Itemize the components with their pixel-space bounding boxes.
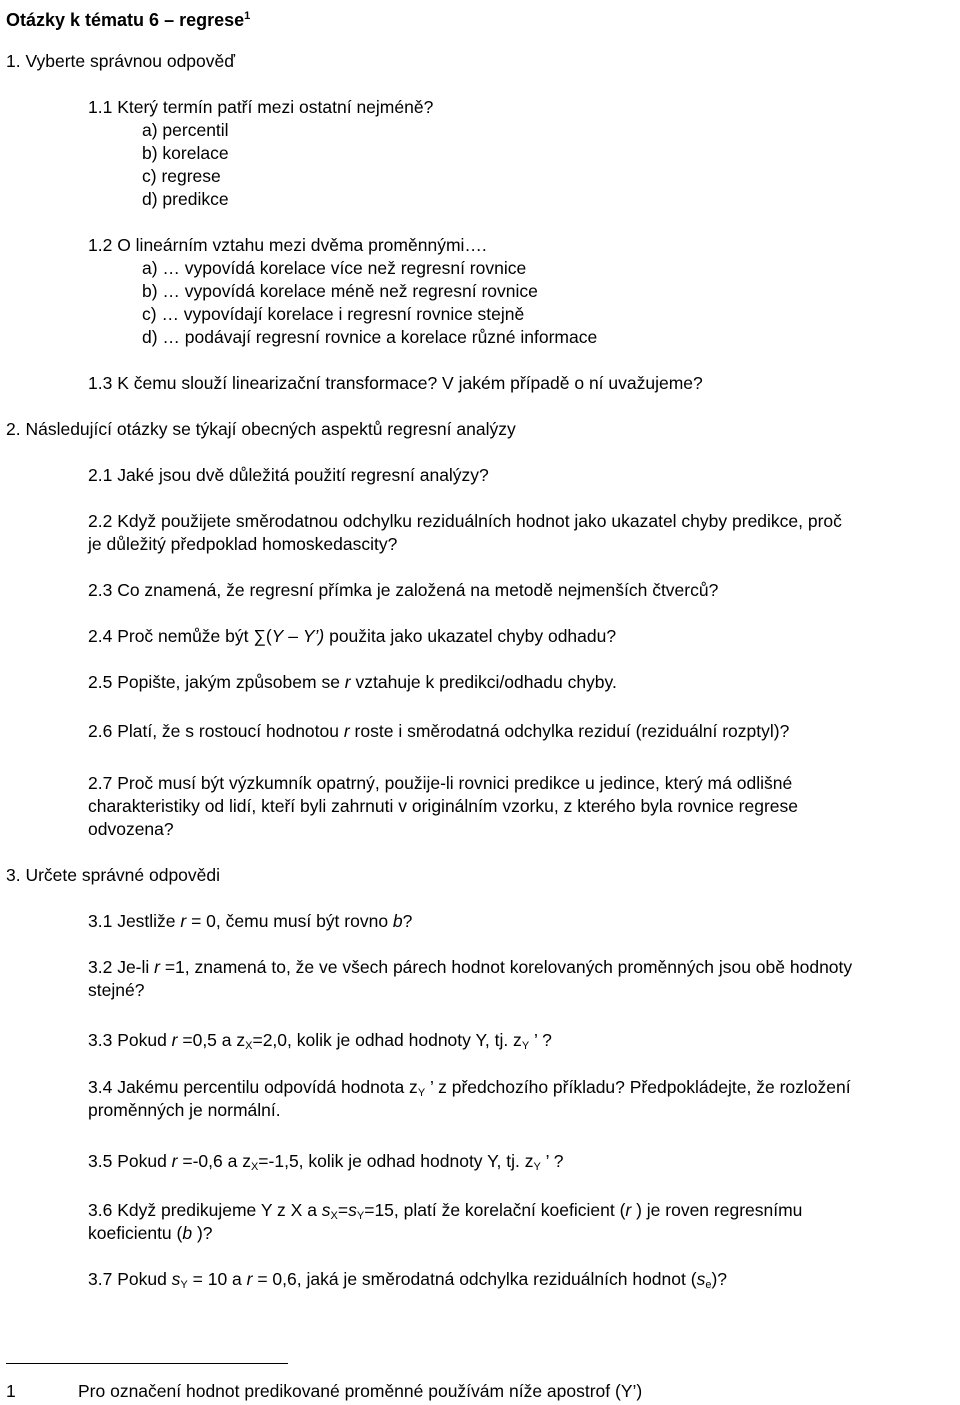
- section-3-heading: 3. Určete správné odpovědi: [6, 865, 221, 885]
- question-2-2-line1: 2.2 Když použijete směrodatnou odchylku reziduálních hodnot jako ukazatel chyby predikce, proč: [88, 511, 842, 531]
- question-2-7-line3: odvozena?: [88, 819, 174, 839]
- option-1-2-c: c) … vypovídají korelace i regresní rovnice stejně: [142, 304, 525, 324]
- question-3-6-line1: 3.6 Když predikujeme Y z X a $s_X=s_Y=15$, platí že korelační koeficient (r ) je roven regresnímu: [88, 1200, 803, 1222]
- question-2-5: 2.5 Popište, jakým způsobem se r vztahuje k predikci/odhadu chyby.: [88, 672, 617, 692]
- footnote-text: Pro označení hodnot predikované proměnné používám níže apostrof (Y’): [78, 1381, 643, 1401]
- question-3-5: 3.5 Pokud r =-0,6 a $z_X=-1,5$, kolik je odhad hodnoty Y, tj. $z_Y$ ’ ?: [88, 1151, 564, 1173]
- question-2-1: 2.1 Jaké jsou dvě důležitá použití regresní analýzy?: [88, 465, 489, 485]
- question-3-7: 3.7 Pokud $s_Y = 10$ a r = 0,6, jaká je směrodatná odchylka reziduálních hodnot $(s_e)$?: [88, 1269, 727, 1291]
- question-3-4-line1: 3.4 Jakému percentilu odpovídá hodnota $z_Y$ ’ z předchozího příkladu? Předpokládejte, že rozložení: [88, 1077, 851, 1099]
- question-1-3: 1.3 K čemu slouží linearizační transformace? V jakém případě o ní uvažujeme?: [88, 373, 703, 393]
- option-1-1-c: c) regrese: [142, 166, 221, 186]
- question-3-4-line2: proměnných je normální.: [88, 1100, 281, 1120]
- option-1-2-d: d) … podávají regresní rovnice a korelace různé informace: [142, 327, 598, 347]
- question-3-3: 3.3 Pokud r =0,5 a $z_X=2,0$, kolik je odhad hodnoty Y, tj. $z_Y$ ’ ?: [88, 1030, 552, 1052]
- question-2-4: 2.4 Proč nemůže být ∑(Y – Y’) použita jako ukazatel chyby odhadu?: [88, 626, 617, 646]
- page-title: Otázky k tématu 6 – regrese$^1$: [6, 10, 251, 30]
- question-2-3: 2.3 Co znamená, že regresní přímka je založená na metodě nejmenších čtverců?: [88, 580, 719, 600]
- question-2-7-line1: 2.7 Proč musí být výzkumník opatrný, použije-li rovnici predikce u jedince, který má odlišné: [88, 773, 793, 793]
- question-1-2: 1.2 O lineárním vztahu mezi dvěma proměnnými….: [88, 235, 487, 255]
- footnote-divider: [6, 1363, 288, 1364]
- question-3-6-line2: koeficientu (b )?: [88, 1223, 213, 1243]
- footnote-ref: 1: [244, 10, 251, 22]
- option-1-1-d: d) predikce: [142, 189, 229, 209]
- section-1-heading: 1. Vyberte správnou odpověď: [6, 51, 236, 71]
- question-3-2-line1: 3.2 Je-li r =1, znamená to, že ve všech párech hodnot korelovaných proměnných jsou obě hodnoty: [88, 957, 853, 977]
- section-2-heading: 2. Následující otázky se týkají obecných aspektů regresní analýzy: [6, 419, 516, 439]
- option-1-2-b: b) … vypovídá korelace méně než regresní rovnice: [142, 281, 538, 301]
- footnote-number: 1: [6, 1381, 16, 1401]
- option-1-1-b: b) korelace: [142, 143, 229, 163]
- option-1-2-a: a) … vypovídá korelace více než regresní rovnice: [142, 258, 527, 278]
- question-2-6: 2.6 Platí, že s rostoucí hodnotou r roste i směrodatná odchylka reziduí (reziduální rozptyl)?: [88, 721, 790, 741]
- question-1-1: 1.1 Který termín patří mezi ostatní nejméně?: [88, 97, 434, 117]
- question-3-1: 3.1 Jestliže r = 0, čemu musí být rovno b?: [88, 911, 413, 931]
- question-2-7-line2: charakteristiky od lidí, kteří byli zahrnuti v originálním vzorku, z kterého byla rovnice regrese: [88, 796, 799, 816]
- question-3-2-line2: stejné?: [88, 980, 145, 1000]
- question-2-2-line2: je důležitý předpoklad homoskedascity?: [88, 534, 398, 554]
- option-1-1-a: a) percentil: [142, 120, 229, 140]
